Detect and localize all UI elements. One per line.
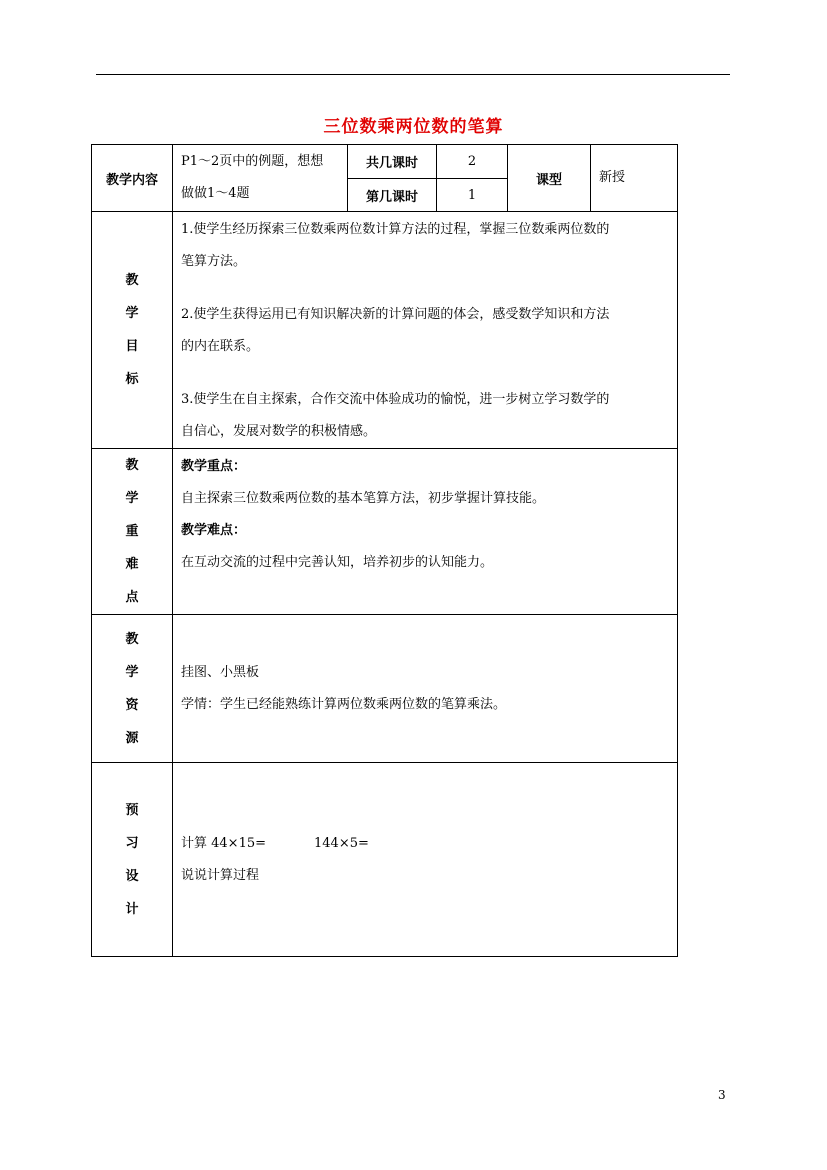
key-points-label-char: 重 <box>125 524 139 539</box>
content-label: 教学内容 <box>92 145 173 212</box>
preview-label <box>92 763 173 957</box>
hard-text: 在互动交流的过程中完善认知，培养初步的认知能力。 <box>181 555 494 570</box>
key-points-label-char: 点 <box>125 590 139 605</box>
key-text: 自主探索三位数乘两位数的基本笔算方法，初步掌握计算技能。 <box>181 491 546 506</box>
nth-period-value: 1 <box>437 179 508 212</box>
nth-period-label: 第几课时 <box>348 179 437 212</box>
total-periods-value: 2 <box>437 145 508 179</box>
content-value-line2: 做做1～4题 <box>181 186 250 201</box>
goals-row <box>92 212 678 449</box>
header-row-1 <box>92 145 678 179</box>
lesson-type-label: 课型 <box>508 145 591 212</box>
key-points-label-char: 学 <box>125 491 139 506</box>
goal-3-line2: 自信心，发展对数学的积极情感。 <box>181 424 377 439</box>
resources-label <box>92 615 173 763</box>
preview-line2: 说说计算过程 <box>181 867 260 883</box>
lesson-plan-table <box>91 144 678 957</box>
resources-line2: 学情：学生已经能熟练计算两位数乘两位数的笔算乘法。 <box>181 696 507 712</box>
resources-label-char: 源 <box>125 730 139 746</box>
goals-label-char: 标 <box>125 372 139 387</box>
goals-label <box>92 212 173 449</box>
key-points-label <box>92 449 173 615</box>
goal-3-line1: 3.使学生在自主探索，合作交流中体验成功的愉悦，进一步树立学习数学的 <box>181 392 610 407</box>
preview-row <box>92 763 678 957</box>
key-points-row <box>92 449 678 615</box>
hard-heading: 教学难点： <box>181 523 247 538</box>
resources-label-char: 学 <box>125 664 139 680</box>
preview-label-char: 设 <box>125 868 139 884</box>
goals-label-char: 教 <box>125 273 139 288</box>
preview-content <box>173 763 678 957</box>
resources-label-char: 资 <box>125 697 139 713</box>
key-points-label-char: 难 <box>125 557 139 572</box>
key-heading: 教学重点： <box>181 459 247 474</box>
resources-label-char: 教 <box>125 631 139 647</box>
key-points-content <box>173 449 678 615</box>
preview-label-char: 预 <box>125 802 139 818</box>
page-title: 三位数乘两位数的笔算 <box>323 117 504 137</box>
resources-content <box>173 615 678 763</box>
total-periods-label: 共几课时 <box>348 145 437 179</box>
resources-row <box>92 615 678 763</box>
goal-2-line2: 的内在联系。 <box>181 339 260 354</box>
header-rule <box>96 74 730 75</box>
goals-label-char: 目 <box>125 339 139 354</box>
goal-2-line1: 2.使学生获得运用已有知识解决新的计算问题的体会，感受数学知识和方法 <box>181 307 610 322</box>
lesson-type-value: 新授 <box>591 145 678 212</box>
preview-calc-2: 144×5= <box>314 835 369 851</box>
content-value <box>173 145 348 212</box>
preview-label-char: 习 <box>125 835 139 851</box>
key-points-label-char: 教 <box>125 458 139 473</box>
preview-calc-line <box>181 828 671 860</box>
goals-label-char: 学 <box>125 306 139 321</box>
preview-label-char: 计 <box>125 901 139 917</box>
resources-line1: 挂图、小黑板 <box>181 664 260 680</box>
page-number: 3 <box>718 1088 726 1102</box>
goals-content <box>173 212 678 449</box>
content-value-line1: P1～2页中的例题，想想 <box>181 154 324 169</box>
preview-calc-1: 计算 44×15= <box>181 835 267 851</box>
goal-1-line2: 笔算方法。 <box>181 254 247 269</box>
goal-1-line1: 1.使学生经历探索三位数乘两位数计算方法的过程，掌握三位数乘两位数的 <box>181 222 610 237</box>
